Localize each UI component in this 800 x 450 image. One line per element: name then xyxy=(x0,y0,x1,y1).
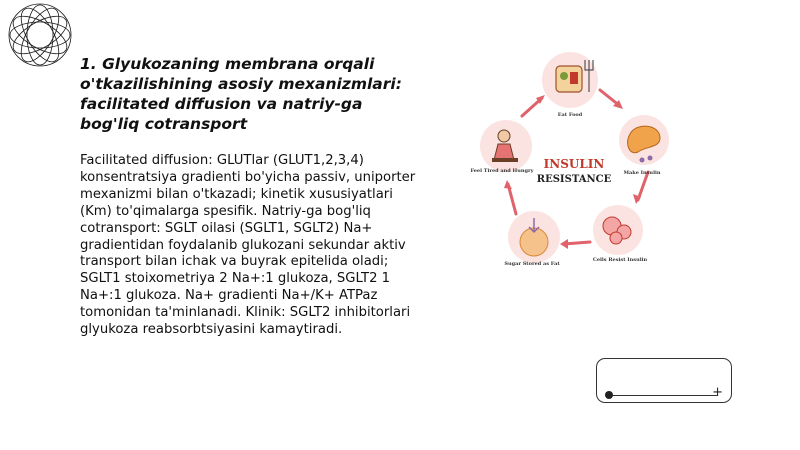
timeline-track[interactable] xyxy=(609,395,717,396)
label-feel-tired-and-hungry: Feel Tired and Hungry xyxy=(470,168,534,174)
cycle-arrow-2 xyxy=(638,172,648,200)
spirograph-logo-icon xyxy=(2,2,78,68)
label-make-insulin: Make Insulin xyxy=(623,170,661,176)
center-title-insulin: INSULIN xyxy=(543,157,605,171)
plus-icon[interactable]: + xyxy=(712,385,723,400)
media-player[interactable] xyxy=(596,358,732,403)
slide-body-text: Facilitated diffusion: GLUTlar (GLUT1,2,3,4) konsentratsiya gradienti bo'yicha passiv, uniporter mexanizmi bilan o'tkazadi; kinetik xususiyatlari (Km) to'qimalarga spesifik. Natriy-ga bog'liq cotransport: SGLT oilasi (SGLT1, SGLT2) Na+ gradientidan foydalanib glukozani sekundar aktiv transport bilan ichak va buyrak epitelida oladi; SGLT1 stoixometriya 2 Na+:1 glukoza, SGLT2 1 Na+:1 glukoza. Na+ gradienti Na+/K+ ATPaz tomonidan ta'minlanadi. Klinik: SGLT2 inhibitorlari glyukoza reabsorbtsiyasini kamaytiradi. xyxy=(80,153,416,338)
center-title-resistance: RESISTANCE xyxy=(536,174,612,185)
label-eat-food: Eat Food xyxy=(557,112,583,118)
timeline-knob-icon[interactable] xyxy=(605,391,613,399)
label-sugar-stored-as-fat: Sugar Stored as Fat xyxy=(504,261,560,267)
insulin-resistance-diagram xyxy=(470,42,670,272)
label-cells-resist-insulin: Cells Resist Insulin xyxy=(592,257,648,263)
slide-title: 1. Glyukozaning membrana orqali o'tkazilishining asosiy mexanizmlari: facilitated diffusion va natriy-ga bog'liq cotransport xyxy=(80,55,402,133)
